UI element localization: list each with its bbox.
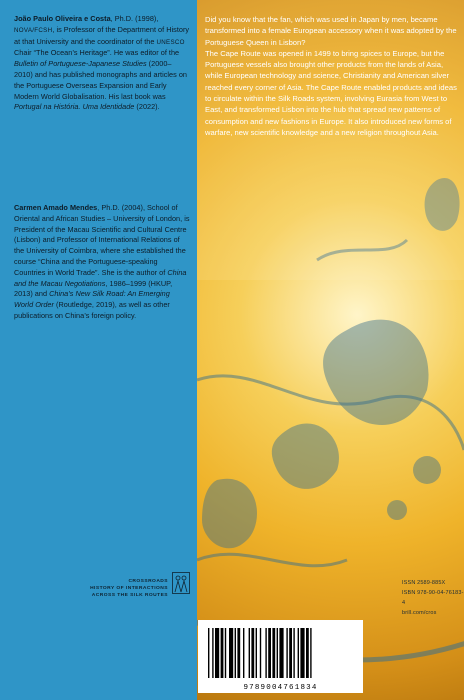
isbn-text: ISBN 978-90-04-76183-4	[402, 590, 464, 606]
publication-info	[402, 578, 464, 618]
back-cover-blurb: Did you know that the fan, which was used in Japan by men, became transformed into a female European accessory when it was adopted by the Portuguese Queen in Lisbon? The Cape Route was opened in 1499 to bring spices to Europe, but the Portuguese vessels also brought other products from the lands of Asia, while European technology and science, Christianity and American silver reached every corner of Asia. The Cape Route enabled products and ideas to circulate within the Silk Roads system, involving Eurasia from West to East, and transformed Lisbon into the hub that spread new patterns of consumption and new fashions in Europe. It also introduced new forms of warfare, new scientific knowledge and a new religion throughout Asia.	[205, 15, 457, 137]
author-bio-panel	[0, 0, 197, 700]
publisher-url: brill.com/cros	[402, 610, 437, 616]
author-bio-costa: João Paulo Oliveira e Costa, Ph.D. (1998), NOVA/FCSH, is Professor of the Department of History at that University and the coordinator of the UNESCO Chair “The Ocean’s Heritage”. He was editor of the Bulletin of Portuguese-Japanese Studies (2000–2010) and has published monographs and articles on the Portuguese Overseas Expansion and Early Modern World Globalisation. His last book was Portugal na História. Uma Identidade (2022).	[14, 14, 190, 112]
author-name: Carmen Amado Mendes	[14, 203, 98, 212]
isbn-barcode	[198, 620, 363, 693]
author-name: João Paulo Oliveira e Costa	[14, 14, 111, 23]
series-logo-icon	[172, 572, 190, 594]
issn-text: ISSN 2589-885X	[402, 580, 446, 586]
series-name: CROSSROADS HISTORY OF INTERACTIONS ACROSS THE SILK ROUTES	[90, 579, 168, 598]
barcode-number: 9789004761834	[243, 684, 318, 692]
author-bio-mendes: Carmen Amado Mendes, Ph.D. (2004), School of Oriental and African Studies – University of London, is President of the Macau Scientific and Cultural Centre (Lisbon) and Professor of International Relations of the University of Coimbra, where she established the course “China and the Portuguese-speaking Countries in World Trade”. She is the author of China and the Macau Negotiations, 1986–1999 (HKUP, 2013) and China’s New Silk Road: An Emerging World Order (Routledge, 2019), as well as other publications on China’s foreign policy.	[14, 203, 190, 320]
cover-artwork-panel	[197, 0, 464, 700]
